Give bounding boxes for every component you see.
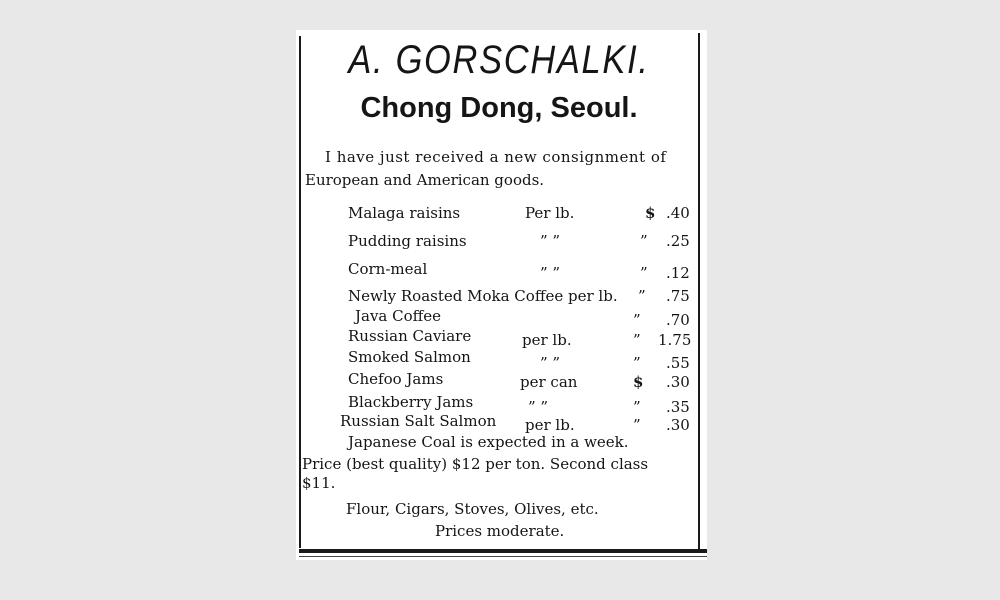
item-name: Chefoo Jams <box>348 370 444 388</box>
item-currency: ” <box>633 331 641 349</box>
coal-note-line-1: Japanese Coal is expected in a week. <box>348 433 629 451</box>
item-price: .40 <box>666 204 690 222</box>
item-price: 1.75 <box>658 331 692 349</box>
price-row <box>300 348 698 370</box>
item-currency: ” <box>640 264 648 282</box>
coal-note-line-2: Price (best quality) $12 per ton. Second class <box>302 455 649 473</box>
item-name: Newly Roasted Moka Coffee per lb. <box>348 287 618 305</box>
item-currency: ” <box>633 416 641 434</box>
item-name: Russian Caviare <box>348 327 472 345</box>
item-unit: per lb. <box>525 416 575 434</box>
item-currency: ” <box>633 354 641 372</box>
item-name: Smoked Salmon <box>348 348 471 366</box>
item-currency: $ <box>633 373 644 391</box>
item-price: .70 <box>666 311 690 329</box>
item-name: Java Coffee <box>355 307 442 325</box>
item-name: Russian Salt Salmon <box>340 412 497 430</box>
column-rule-right <box>698 33 700 551</box>
item-name: Pudding raisins <box>348 232 467 250</box>
item-unit: ” ” <box>540 354 561 372</box>
item-currency: $ <box>645 204 656 222</box>
closing-line: Prices moderate. <box>435 522 565 540</box>
item-unit: per lb. <box>522 331 572 349</box>
price-row <box>300 287 698 309</box>
item-unit: ” ” <box>540 232 561 250</box>
price-row <box>300 204 698 226</box>
bottom-rule-thick <box>299 549 707 553</box>
merchant-name: A. GORSCHALKI. <box>348 38 650 82</box>
item-name: Corn-meal <box>348 260 428 278</box>
coal-note-line-3: $11. <box>302 474 336 492</box>
item-currency: ” <box>633 398 641 416</box>
item-unit: Per lb. <box>525 204 575 222</box>
price-row <box>300 232 698 254</box>
shop-location: Chong Dong, Seoul. <box>360 92 638 124</box>
item-price: .55 <box>666 354 690 372</box>
price-row <box>300 412 698 434</box>
intro-line-1: I have just received a new consignment of <box>325 148 667 166</box>
item-price: .25 <box>666 232 690 250</box>
item-price: .12 <box>666 264 690 282</box>
item-unit: ” ” <box>528 398 549 416</box>
item-currency: ” <box>633 311 641 329</box>
price-row <box>300 307 698 329</box>
bottom-rule-thin <box>299 556 707 557</box>
item-unit: per can <box>520 373 578 391</box>
price-row <box>300 327 698 349</box>
item-price: .30 <box>666 416 690 434</box>
item-price: .35 <box>666 398 690 416</box>
item-name: Blackberry Jams <box>348 393 474 411</box>
item-price: .30 <box>666 373 690 391</box>
price-row <box>300 370 698 392</box>
item-name: Malaga raisins <box>348 204 461 222</box>
item-unit: ” ” <box>540 264 561 282</box>
sundries-line: Flour, Cigars, Stoves, Olives, etc. <box>346 500 599 518</box>
item-currency: ” <box>638 287 646 305</box>
price-row <box>300 260 698 282</box>
item-price: .75 <box>666 287 690 305</box>
item-currency: ” <box>640 232 648 250</box>
intro-line-2: European and American goods. <box>305 171 545 189</box>
